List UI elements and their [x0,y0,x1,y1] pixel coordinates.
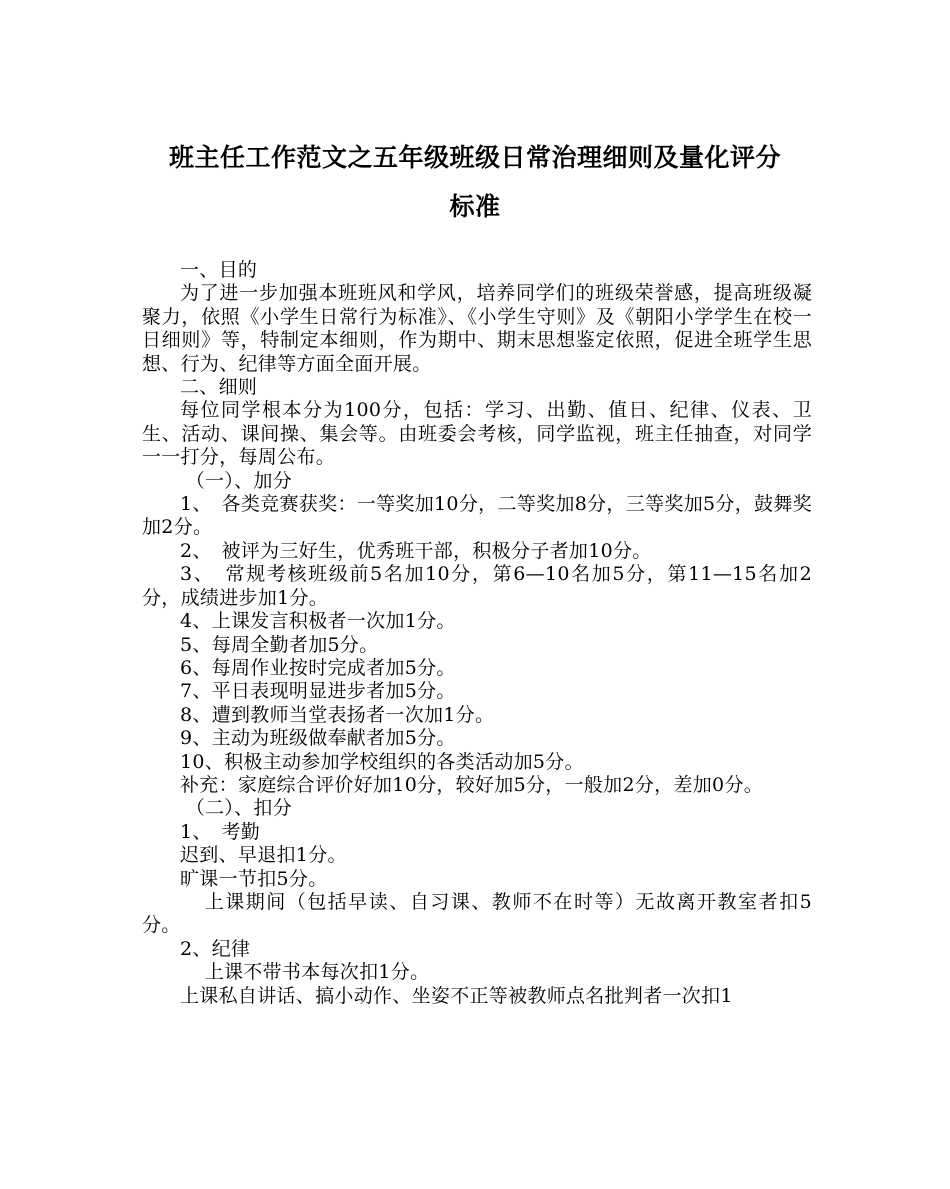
list-item: 8、遭到教师当堂表扬者一次加1分。 [180,703,495,726]
list-item: 3、 常规考核班级前5名加10分，第6—10名加5分，第11—15名加2分，成绩进步加1分。 [142,563,812,609]
subheading-bonus: （一）、加分 [185,469,292,492]
list-item: 2、 被评为三好生，优秀班干部，积极分子者加10分。 [180,539,652,562]
document-body [142,259,812,1008]
list-item: 上课期间（包括早读、自习课、教师不在时等）无故离开教室者扣5分。 [142,890,812,937]
section-heading-rules: 二、细则 [180,376,258,399]
list-item: 上课不带书本每次扣1分。 [204,961,430,984]
paragraph-rules: 每位同学根本分为100分，包括：学习、出勤、值日、纪律、仪表、卫生、活动、课间操、集会等。由班委会考核，同学监视，班主任抽查，对同学一一打分，每周公布。 [142,399,812,469]
list-item: 5、每周全勤者加5分。 [180,633,379,656]
list-item: 6、每周作业按时完成者加5分。 [180,656,456,679]
paragraph-supplement: 补充：家庭综合评价好加10分，较好加5分，一般加2分，差加0分。 [180,773,764,796]
list-item: 7、平日表现明显进步者加5分。 [180,680,456,703]
document-title [120,133,830,231]
list-item: 4、上课发言积极者一次加1分。 [180,610,456,633]
list-item: 9、主动为班级做奉献者加5分。 [180,727,456,750]
list-item: 旷课一节扣5分。 [180,867,328,890]
title-line-2: 标准 [449,192,501,221]
list-item: 1、 考勤 [180,820,261,843]
section-heading-purpose: 一、目的 [180,259,258,281]
paragraph-purpose: 为了进一步加强本班班风和学风，培养同学们的班级荣誉感，提高班级凝聚力，依照《小学生日常行为标准》、《小学生守则》及《朝阳小学学生在校一日细则》等，特制定本细则，作为期中、期末思想鉴定依照，促进全班学生思想、行为、纪律等方面全面开展。 [142,282,812,375]
list-item: 1、 各类竞赛获奖：一等奖加10分，二等奖加8分，三等奖加5分，鼓舞奖加2分。 [142,493,812,539]
list-item: 上课私自讲话、搞小动作、坐姿不正等被教师点名批判者一次扣1 [180,984,733,1007]
list-item: 10、积极主动参加学校组织的各类活动加5分。 [180,750,584,773]
list-item: 迟到、早退扣1分。 [180,844,347,867]
subheading-deduction: （二）、扣分 [185,797,292,820]
list-item: 2、纪律 [180,937,251,960]
title-line-1: 班主任工作范文之五年级班级日常治理细则及量化评分 [168,143,781,172]
